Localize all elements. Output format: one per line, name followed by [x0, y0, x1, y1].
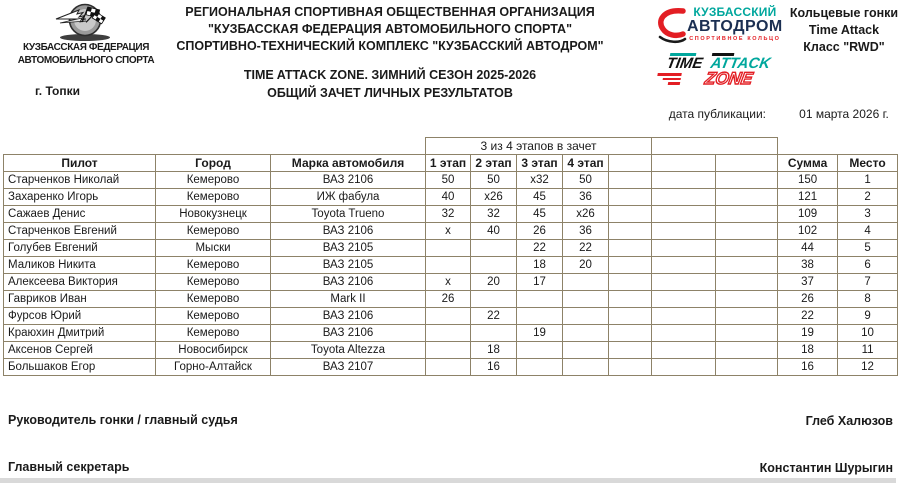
empty-cell [609, 325, 652, 342]
col-header-stage1: 1 этап [426, 155, 471, 172]
stage2-cell: 22 [471, 308, 517, 325]
table-row [4, 274, 898, 291]
table-row [4, 223, 898, 240]
stage2-cell [471, 325, 517, 342]
stage2-cell [471, 257, 517, 274]
empty-cell [716, 172, 778, 189]
empty-cell [652, 189, 716, 206]
empty-cell [716, 223, 778, 240]
band-spacer [778, 138, 898, 155]
place-cell: 1 [838, 172, 898, 189]
publication-date-label: дата публикации: [668, 107, 766, 121]
pilot-cell: Захаренко Игорь [4, 189, 156, 206]
empty-cell [716, 240, 778, 257]
car-cell: Toyota Trueno [271, 206, 426, 223]
empty-cell [652, 206, 716, 223]
empty-cell [652, 291, 716, 308]
table-row [4, 308, 898, 325]
city-cell: Кемерово [156, 223, 271, 240]
col-header-empty [609, 155, 652, 172]
stage3-cell: 22 [517, 240, 563, 257]
sum-cell: 18 [778, 342, 838, 359]
empty-cell [652, 257, 716, 274]
sum-cell: 22 [778, 308, 838, 325]
stage4-cell: 36 [563, 223, 609, 240]
header-row [4, 155, 898, 172]
city-cell: Кемерово [156, 291, 271, 308]
title-line1: TIME ATTACK ZONE. ЗИМНИЙ СЕЗОН 2025-2026 [243, 68, 537, 82]
taz-word-time: TIME [665, 55, 705, 72]
stage2-cell [471, 240, 517, 257]
federation-name-line1: КУЗБАССКАЯ ФЕДЕРАЦИЯ [22, 42, 150, 53]
autodrom-logo-subtitle: СПОРТИВНОЕ КОЛЬЦО [689, 36, 781, 42]
table-row [4, 291, 898, 308]
stage3-cell: 45 [517, 206, 563, 223]
stage4-cell [563, 291, 609, 308]
stage3-cell: x32 [517, 172, 563, 189]
car-cell: ВАЗ 2106 [271, 308, 426, 325]
stage2-cell: x26 [471, 189, 517, 206]
place-cell: 12 [838, 359, 898, 376]
empty-cell [609, 206, 652, 223]
stage3-cell: 17 [517, 274, 563, 291]
place-cell: 11 [838, 342, 898, 359]
empty-cell [716, 342, 778, 359]
empty-cell [609, 223, 652, 240]
empty-cell [652, 308, 716, 325]
stage4-cell [563, 342, 609, 359]
taz-word-attack: ATTACK [709, 55, 772, 72]
city-cell: Новокузнецк [156, 206, 271, 223]
autodrom-logo-line2: АВТОДРОМ [687, 18, 783, 35]
page-edge-strip [0, 478, 896, 483]
org-line1: РЕГИОНАЛЬНАЯ СПОРТИВНАЯ ОБЩЕСТВЕННАЯ ОРГАНИЗАЦИЯ [185, 5, 595, 19]
stage3-cell [517, 291, 563, 308]
table-row [4, 172, 898, 189]
empty-cell [609, 342, 652, 359]
car-cell: ВАЗ 2106 [271, 325, 426, 342]
empty-cell [716, 257, 778, 274]
pilot-cell: Маликов Никита [4, 257, 156, 274]
stage3-cell [517, 308, 563, 325]
publication-date-value: 01 марта 2026 г. [799, 107, 889, 121]
stage2-cell: 32 [471, 206, 517, 223]
autodrom-logo [655, 6, 781, 52]
event-class-block [788, 5, 900, 56]
col-header-empty [652, 155, 716, 172]
stage4-cell [563, 308, 609, 325]
table-row [4, 189, 898, 206]
car-cell: ВАЗ 2106 [271, 223, 426, 240]
empty-cell [609, 359, 652, 376]
official1-title: Руководитель гонки / главный судья [8, 413, 238, 427]
stage3-cell: 19 [517, 325, 563, 342]
stage4-cell: 50 [563, 172, 609, 189]
sum-cell: 16 [778, 359, 838, 376]
pilot-cell: Большаков Егор [4, 359, 156, 376]
place-cell: 3 [838, 206, 898, 223]
stage1-cell: 32 [426, 206, 471, 223]
city-cell: Горно-Алтайск [156, 359, 271, 376]
empty-cell [652, 274, 716, 291]
stage1-cell: x [426, 223, 471, 240]
stage2-cell: 18 [471, 342, 517, 359]
official1-name: Глеб Халюзов [805, 414, 893, 428]
col-header-pilot: Пилот [4, 155, 156, 172]
place-cell: 7 [838, 274, 898, 291]
federation-emblem-icon [46, 2, 124, 42]
empty-cell [652, 240, 716, 257]
col-header-car: Марка автомобиля [271, 155, 426, 172]
autodrom-logo-line1: КУЗБАССКИЙ [693, 5, 777, 19]
place-cell: 9 [838, 308, 898, 325]
car-cell: Toyota Altezza [271, 342, 426, 359]
pilot-cell: Старченков Евгений [4, 223, 156, 240]
col-header-sum: Сумма [778, 155, 838, 172]
stage4-cell: 36 [563, 189, 609, 206]
organization-header [150, 4, 630, 55]
city-cell: Кемерово [156, 308, 271, 325]
stage2-cell: 40 [471, 223, 517, 240]
stage2-cell: 20 [471, 274, 517, 291]
place-cell: 5 [838, 240, 898, 257]
official2-name: Константин Шурыгин [759, 461, 893, 475]
pilot-cell: Аксенов Сергей [4, 342, 156, 359]
stage4-cell [563, 359, 609, 376]
empty-cell [652, 172, 716, 189]
federation-name [0, 42, 172, 67]
federation-name-line2: АВТОМОБИЛЬНОГО СПОРТА [17, 54, 155, 66]
empty-cell [652, 223, 716, 240]
table-row [4, 325, 898, 342]
place-cell: 4 [838, 223, 898, 240]
table-row [4, 359, 898, 376]
empty-cell [609, 172, 652, 189]
sum-cell: 109 [778, 206, 838, 223]
empty-cell [716, 325, 778, 342]
stage1-cell [426, 240, 471, 257]
car-cell: ИЖ фабула [271, 189, 426, 206]
pilot-cell: Краюхин Дмитрий [4, 325, 156, 342]
car-cell: ВАЗ 2106 [271, 172, 426, 189]
city-cell: Кемерово [156, 257, 271, 274]
sum-cell: 19 [778, 325, 838, 342]
stage4-cell: 20 [563, 257, 609, 274]
stage3-cell: 45 [517, 189, 563, 206]
empty-cell [716, 308, 778, 325]
empty-cell [652, 359, 716, 376]
empty-cell [716, 274, 778, 291]
stage1-cell [426, 257, 471, 274]
place-cell: 2 [838, 189, 898, 206]
empty-cell [716, 291, 778, 308]
pilot-cell: Сажаев Денис [4, 206, 156, 223]
car-cell: ВАЗ 2105 [271, 240, 426, 257]
taz-word-zone: ZONE [650, 71, 783, 86]
class-line3: Класс "RWD" [803, 40, 885, 54]
pilot-cell: Алексеева Виктория [4, 274, 156, 291]
empty-cell [716, 359, 778, 376]
table-row [4, 342, 898, 359]
stage4-cell [563, 325, 609, 342]
stage1-cell [426, 308, 471, 325]
sum-cell: 38 [778, 257, 838, 274]
city-cell: Кемерово [156, 172, 271, 189]
empty-cell [609, 189, 652, 206]
pilot-cell: Фурсов Юрий [4, 308, 156, 325]
speed-lines-icon [655, 73, 681, 87]
stage3-cell [517, 342, 563, 359]
stage4-cell: x26 [563, 206, 609, 223]
pilot-cell: Гавриков Иван [4, 291, 156, 308]
results-table [3, 137, 898, 376]
org-line2: "КУЗБАССКАЯ ФЕДЕРАЦИЯ АВТОМОБИЛЬНОГО СПОРТА" [207, 22, 572, 36]
stage2-cell: 50 [471, 172, 517, 189]
city-cell: Новосибирск [156, 342, 271, 359]
band-empty-cell [652, 138, 778, 155]
class-line2: Time Attack [808, 23, 880, 37]
car-cell: ВАЗ 2106 [271, 274, 426, 291]
place-cell: 6 [838, 257, 898, 274]
empty-cell [609, 240, 652, 257]
stage2-cell [471, 291, 517, 308]
empty-cell [716, 206, 778, 223]
col-header-empty [716, 155, 778, 172]
city-cell: Кемерово [156, 325, 271, 342]
city-cell: Мыски [156, 240, 271, 257]
sum-cell: 150 [778, 172, 838, 189]
stage1-cell [426, 359, 471, 376]
empty-cell [609, 291, 652, 308]
stage4-cell: 22 [563, 240, 609, 257]
pilot-cell: Голубев Евгений [4, 240, 156, 257]
table-row [4, 257, 898, 274]
table-row [4, 240, 898, 257]
sum-cell: 26 [778, 291, 838, 308]
document-title [150, 67, 630, 102]
racetrack-swoosh-icon [655, 6, 687, 48]
city-cell: Кемерово [156, 189, 271, 206]
scoring-rule-band: 3 из 4 этапов в зачет [426, 138, 652, 155]
stage1-cell: x [426, 274, 471, 291]
time-attack-zone-logo [649, 56, 785, 88]
place-cell: 10 [838, 325, 898, 342]
stage2-cell: 16 [471, 359, 517, 376]
car-cell: Mark II [271, 291, 426, 308]
empty-cell [716, 189, 778, 206]
table-row [4, 206, 898, 223]
col-header-stage3: 3 этап [517, 155, 563, 172]
official2-title: Главный секретарь [8, 460, 130, 474]
place-cell: 8 [838, 291, 898, 308]
federation-city: г. Топки [35, 84, 80, 98]
sum-cell: 37 [778, 274, 838, 291]
stage1-cell [426, 342, 471, 359]
title-line2: ОБЩИЙ ЗАЧЕТ ЛИЧНЫХ РЕЗУЛЬТАТОВ [267, 85, 513, 100]
empty-cell [609, 274, 652, 291]
stage1-cell: 50 [426, 172, 471, 189]
stage3-cell: 18 [517, 257, 563, 274]
stage1-cell: 40 [426, 189, 471, 206]
class-line1: Кольцевые гонки [789, 6, 899, 20]
sum-cell: 44 [778, 240, 838, 257]
org-line3: СПОРТИВНО-ТЕХНИЧЕСКИЙ КОМПЛЕКС "КУЗБАССКИЙ АВТОДРОМ" [176, 39, 604, 53]
col-header-city: Город [156, 155, 271, 172]
stage3-cell [517, 359, 563, 376]
empty-cell [609, 257, 652, 274]
empty-cell [652, 325, 716, 342]
empty-cell [652, 342, 716, 359]
col-header-stage4: 4 этап [563, 155, 609, 172]
sum-cell: 121 [778, 189, 838, 206]
band-spacer [4, 138, 426, 155]
stage3-cell: 26 [517, 223, 563, 240]
band-row [4, 138, 898, 155]
stage1-cell [426, 325, 471, 342]
city-cell: Кемерово [156, 274, 271, 291]
car-cell: ВАЗ 2107 [271, 359, 426, 376]
car-cell: ВАЗ 2105 [271, 257, 426, 274]
col-header-stage2: 2 этап [471, 155, 517, 172]
sum-cell: 102 [778, 223, 838, 240]
stage4-cell [563, 274, 609, 291]
pilot-cell: Старченков Николай [4, 172, 156, 189]
col-header-place: Место [838, 155, 898, 172]
empty-cell [609, 308, 652, 325]
stage1-cell: 26 [426, 291, 471, 308]
